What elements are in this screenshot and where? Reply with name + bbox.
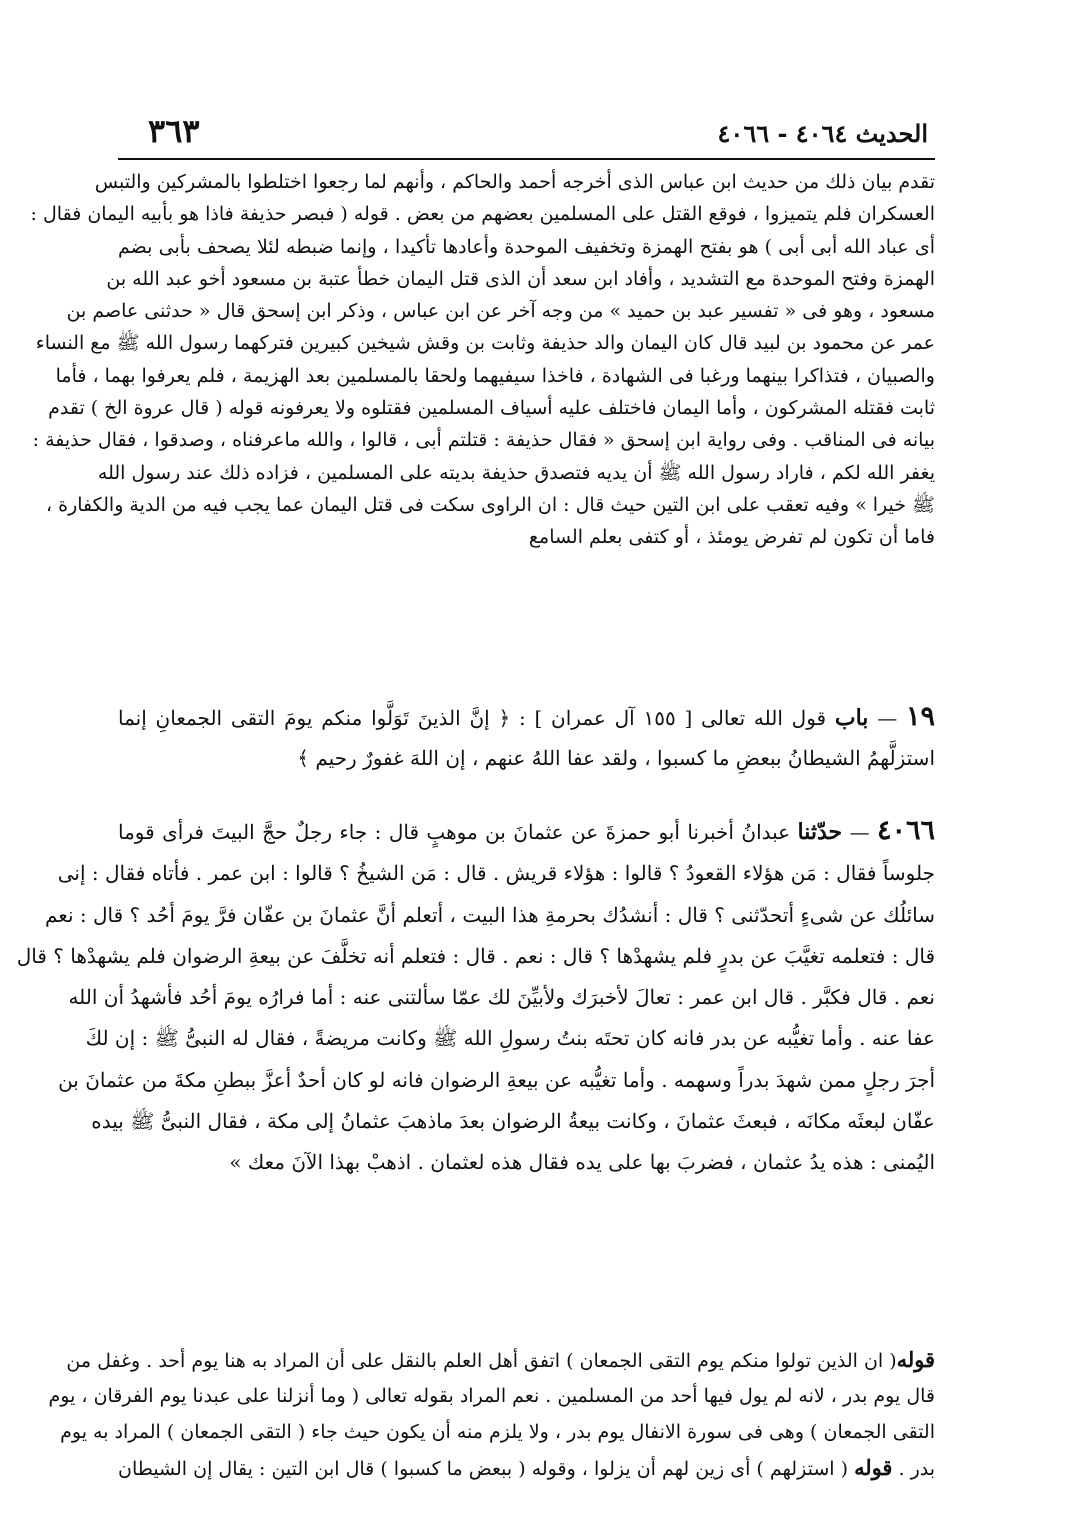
commentary-line: قال يوم بدر ، لانه لم يول فيها أحد من المسلمين . نعم المراد بقوله تعالى ( وما أنزلنا على عبدنا يوم الفرقان ، يوم	[48, 1385, 935, 1408]
hadith-line: نعم . قال فكبَّر . قال ابن عمر : تعالَ لأخبرَك ولأبيِّنَ لك عمّا سألتنى عنه : أما فرارُه يومَ أحُد فأشهدُ أن الله	[68, 985, 935, 1010]
commentary-text: بدر .	[898, 1457, 936, 1480]
commentary-line: تقدم بيان ذلك من حديث ابن عباس الذى أخرجه أحمد والحاكم ، وأنهم لما رجعوا اختلطوا بالمشركين والتبس	[94, 171, 935, 193]
hadith-line: سائلُك عن شىءٍ أتحدّثنى ؟ قال : أنشدُك بحرمةِ هذا البيت ، أتعلم أنَّ عثمانَ بن عفّان فرَّ يومَ أحُد ؟ قال : نعم	[45, 902, 935, 927]
commentary-text: ( ان الذين تولوا منكم يوم التقى الجمعان ) اتفق أهل العلم بالنقل على أن المراد به هنا يوم أحد . وغفل من	[66, 1350, 897, 1372]
hadith-line: جلوساً فقال : مَن هؤلاء القعودُ ؟ قالوا : هؤلاء قريش . قال : مَن الشيخُ ؟ قالوا : ابن عمر . فأتاه فقال : إنى	[57, 861, 935, 886]
commentary-line: الهمزة وفتح الموحدة مع التشديد ، وأفاد ابن سعد أن الذى قتل اليمان خطأ عتبة بن مسعود أخو عبد الله بن	[106, 267, 935, 290]
hadith-line: عفا عنه . وأما تغيُّبه عن بدر فانه كان تحتَه بنتُ رسولِ الله ﷺ وكانت مريضةً ، فقال له النبىُّ ﷺ : إن لكَ	[85, 1026, 935, 1051]
page-header	[148, 112, 928, 150]
chapter-verse-text: قول الله تعالى [ ١٥٥ آل عمران ] : ﴿ إنَّ الذينَ تَوَلَّوا منكم يومَ التقى الجمعانِ إنما	[118, 706, 827, 730]
haddathana-word: حدّثنا	[797, 819, 843, 845]
hadith-line: أجرَ رجلٍ ممن شهدَ بدراً وسهمه . وأما تغيُّبه عن بيعةِ الرضوان فانه لو كان أحدٌ أعزَّ ببطنِ مكةَ من عثمانَ بن	[58, 1067, 935, 1092]
hadith-line: قال : فتعلمه تغيَّبَ عن بدرٍ فلم يشهدْها ؟ قال : نعم . قال : فتعلم أنه تخلَّفَ عن بيعةِ الرضوان فلم يشهدْها ؟ قال	[16, 943, 935, 968]
commentary-line: عمر عن محمود بن لبيد قال كان اليمان والد حذيفة وثابت بن وقش شيخين كبيرين فتركهما رسول الله ﷺ مع النساء	[35, 332, 935, 355]
chapter-line: ١٩ — باب قول الله تعالى [ ١٥٥ آل عمران ] : ﴿ إنَّ الذينَ تَوَلَّوا منكم يومَ التقى الجمعانِ إنما	[118, 701, 936, 732]
commentary-line: مسعود ، وهو فى « تفسير عبد بن حميد » من وجه آخر عن ابن عباس ، وذكر ابن إسحق قال « حدثنى عاصم بن	[66, 300, 935, 323]
hadith-number: ٤٠٦٦	[877, 815, 936, 846]
commentary-line	[66, 1342, 935, 1379]
chapter-word: باب	[834, 705, 869, 731]
page-number: ٣٦٣	[148, 112, 200, 150]
commentary-line: ثابت فقتله المشركون ، وأما اليمان فاختلف عليه أسياف المسلمين فقتلوه ولا يعرفونه قوله ( قال عروة الخ ) تقدم	[48, 397, 935, 420]
commentary-line: والصبيان ، فتذاكرا بينهما ورغبا فى الشهادة ، فاخذا سيفيهما ولحقا بالمسلمين بعد الهزيمة ، فلم يعرفوا بهما ، فأما	[55, 364, 935, 387]
qawl-marker: قوله	[896, 1347, 935, 1372]
hadith-range: الحديث ٤٠٦٤ - ٤٠٦٦	[717, 119, 928, 148]
hadith-text	[16, 810, 936, 1184]
commentary-line	[118, 1450, 935, 1487]
hadith-opening-text: عبدانُ أخبرنا أبو حمزةَ عن عثمانَ بن موهبٍ قال : جاء رجلٌ حجَّ البيتَ فرأى قوما	[118, 820, 791, 844]
hadith-line: ٤٠٦٦ — حدّثنا عبدانُ أخبرنا أبو حمزةَ عن عثمانَ بن موهبٍ قال : جاء رجلٌ حجَّ البيتَ فرأى قوما	[118, 815, 936, 846]
commentary-block-2	[48, 1342, 936, 1487]
commentary-text: ( استزلهم ) أى زين لهم أن يزلوا ، وقوله ( ببعض ما كسبوا ) قال ابن التين : يقال إن الشيطان	[118, 1457, 848, 1480]
qawl-marker: قوله	[854, 1454, 893, 1480]
commentary-line: بيانه فى المناقب . وفى رواية ابن إسحق « فقال حذيفة : قتلتم أبى ، قالوا ، والله ماعرفناه ، وصدقوا ، فقال حذيفة :	[32, 429, 935, 452]
chapter-number: ١٩	[906, 701, 936, 732]
commentary-line: ﷺ خيرا » وفيه تعقب على ابن التين حيث قال : ان الراوى سكت فى قتل اليمان عما يجب فيه من الدية والكفارة ،	[45, 493, 935, 516]
hadith-line: اليُمنى : هذه يدُ عثمان ، فضربَ بها على يده فقال هذه لعثمان . اذهبْ بهذا الآنَ معك »	[229, 1150, 935, 1175]
commentary-line: العسكران فلم يتميزوا ، فوقع القتل على المسلمين بعضهم من بعض . قوله ( فبصر حذيفة فاذا هو بأبيه اليمان فقال :	[30, 203, 935, 226]
commentary-line: يغفر الله لكم ، فاراد رسول الله ﷺ أن يديه فتصدق حذيفة بديته على المسلمين ، فزاده ذلك عند رسول الله	[97, 461, 935, 484]
commentary-line: التقى الجمعان ) وهى فى سورة الانفال يوم بدر ، ولا يلزم منه أن يكون حيث جاء ( التقى الجمعان ) المراد به يوم	[60, 1420, 935, 1443]
chapter-line: استزلَّهمُ الشيطانُ ببعضِ ما كسبوا ، ولقد عفا اللهُ عنهم ، إن اللهَ غفورٌ رحيم ﴾	[297, 746, 935, 770]
hadith-line: عفّان لبعثَه مكانَه ، فبعثَ عثمانَ ، وكانت بيعةُ الرضوان بعدَ ماذهبَ عثمانُ إلى مكة ، فقال النبىُّ ﷺ بيده	[91, 1109, 935, 1134]
chapter-heading	[118, 697, 935, 778]
commentary-line: فاما أن تكون لم تفرض يومئذ ، أو كتفى بعلم السامع	[528, 526, 935, 549]
commentary-block-1	[30, 166, 935, 554]
commentary-line: أى عباد الله أبى أبى ) هو بفتح الهمزة وتخفيف الموحدة وأعادها تأكيدا ، وإنما ضبطه لئلا يصحف بأبى بضم	[118, 235, 935, 258]
header-rule	[118, 158, 935, 160]
